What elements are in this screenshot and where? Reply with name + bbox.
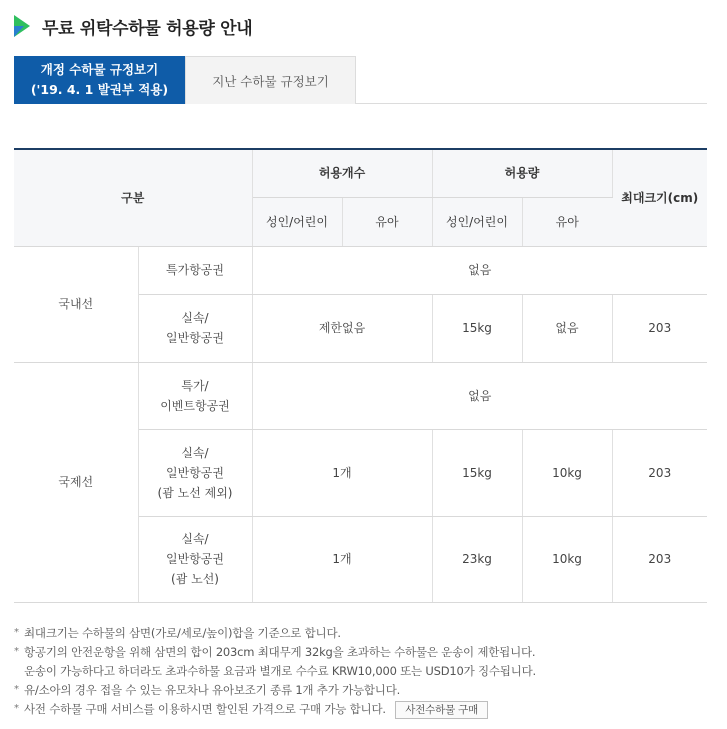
note-continuation: [14, 662, 707, 681]
header-count-adult: 성인/어린이: [252, 197, 342, 246]
note-bullet: *: [14, 646, 19, 657]
section-domestic: 국내선: [14, 246, 138, 362]
merged-value: 없음: [252, 362, 707, 429]
header-weight-infant: 유아: [522, 197, 612, 246]
note-bullet: *: [14, 627, 19, 638]
header-allowed-count: 허용개수: [252, 149, 432, 197]
table-row: [14, 362, 707, 429]
weight-infant-value: 10kg: [522, 516, 612, 602]
fare-type: 특가항공권: [138, 246, 252, 294]
max-size-value: 203: [612, 516, 707, 602]
max-size-value: 203: [612, 429, 707, 516]
note-text: 항공기의 안전운항을 위해 삼면의 합이 203cm 최대무게 32kg을 초과하는 수하물은 운송이 제한됩니다.: [24, 645, 536, 659]
tab-revised-rules[interactable]: [14, 56, 185, 104]
tab-previous-rules[interactable]: [185, 56, 356, 104]
count-value: 1개: [252, 429, 432, 516]
note-item: [14, 681, 707, 700]
count-value: 1개: [252, 516, 432, 602]
weight-adult-value: 15kg: [432, 294, 522, 362]
note-item: [14, 700, 707, 719]
weight-adult-value: 15kg: [432, 429, 522, 516]
weight-infant-value: 10kg: [522, 429, 612, 516]
brand-logo-icon: [14, 15, 30, 37]
note-bullet: *: [14, 703, 19, 714]
note-item: [14, 624, 707, 643]
note-text: 사전 수하물 구매 서비스를 이용하시면 할인된 가격으로 구매 가능 합니다.: [24, 702, 386, 716]
tab-previous-rules-label: 지난 수하물 규정보기: [212, 73, 329, 89]
count-value: 제한없음: [252, 294, 432, 362]
note-item: [14, 643, 707, 662]
note-bullet: *: [14, 684, 19, 695]
page-header: [14, 14, 252, 38]
header-weight-adult: 성인/어린이: [432, 197, 522, 246]
tab-revised-rules-sublabel: ('19. 4. 1 발권부 적용): [30, 82, 169, 97]
note-text: 유/소아의 경우 접을 수 있는 유모차나 유아보조기 종류 1개 추가 가능합니다.: [24, 683, 401, 697]
weight-infant-value: 없음: [522, 294, 612, 362]
page-title: 무료 위탁수하물 허용량 안내: [42, 18, 253, 39]
notes-list: [14, 624, 707, 719]
tab-revised-rules-label: 개정 수하물 규정보기: [40, 62, 159, 77]
header-category: 구분: [14, 149, 252, 246]
weight-adult-value: 23kg: [432, 516, 522, 602]
rules-tabs: [14, 56, 707, 104]
fare-type: 실속/ 일반항공권 (괌 노선 제외): [138, 429, 252, 516]
buy-baggage-button[interactable]: 사전수하물 구매: [395, 701, 488, 719]
header-count-infant: 유아: [342, 197, 432, 246]
section-international: 국제선: [14, 362, 138, 602]
note-text: 최대크기는 수하물의 삼면(가로/세로/높이)합을 기준으로 합니다.: [24, 626, 341, 640]
max-size-value: 203: [612, 294, 707, 362]
header-allowed-weight: 허용량: [432, 149, 612, 197]
fare-type: 특가/ 이벤트항공권: [138, 362, 252, 429]
fare-type: 실속/ 일반항공권: [138, 294, 252, 362]
header-max-size: 최대크기(cm): [612, 149, 707, 246]
baggage-allowance-table: [14, 148, 707, 603]
fare-type: 실속/ 일반항공권 (괌 노선): [138, 516, 252, 602]
table-row: [14, 246, 707, 294]
merged-value: 없음: [252, 246, 707, 294]
note-text: 운송이 가능하다고 하더라도 초과수하물 요금과 별개로 수수료 KRW10,000 또는 USD10가 징수됩니다.: [24, 664, 536, 678]
